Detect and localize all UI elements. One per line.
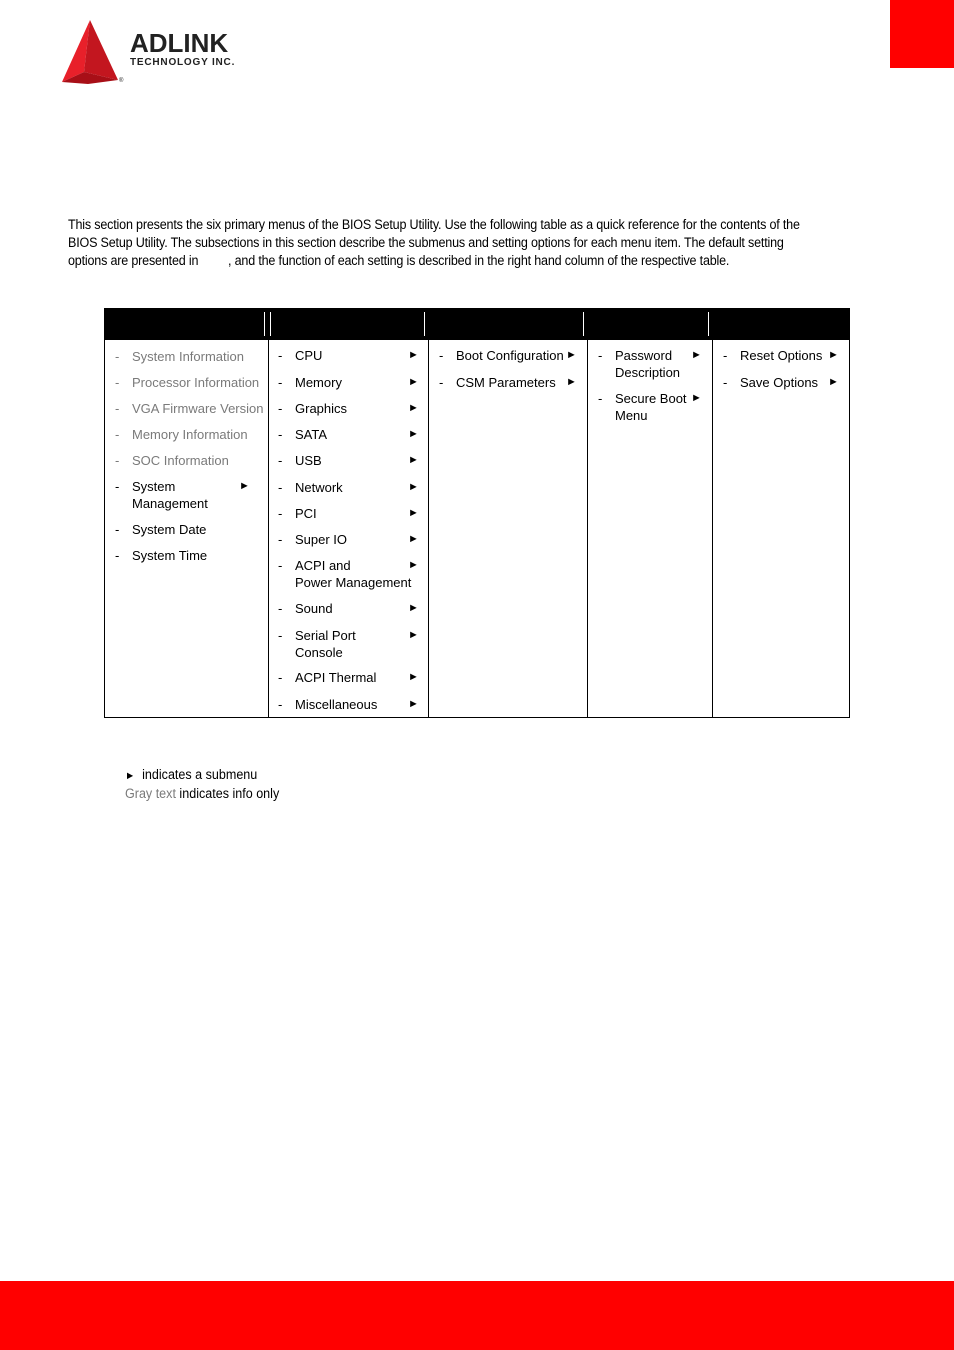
- corner-tab: [890, 0, 954, 68]
- submenu-arrow-icon: ►: [408, 629, 419, 641]
- table-header-bar: [104, 308, 850, 340]
- submenu-arrow-icon: ►: [408, 376, 419, 388]
- submenu-arrow-icon: ►: [828, 376, 839, 388]
- submenu-arrow-icon: ►: [408, 507, 419, 519]
- submenu-arrow-icon: ►: [408, 533, 419, 545]
- footer-band: [0, 1281, 954, 1350]
- submenu-arrow-icon: ►: [408, 481, 419, 493]
- submenu-arrow-icon: ►: [408, 454, 419, 466]
- legend-gray-text: Gray text indicates info only: [125, 786, 280, 801]
- submenu-arrow-icon: ►: [828, 349, 839, 361]
- submenu-arrow-icon: ►: [408, 402, 419, 414]
- submenu-arrow-icon: ►: [691, 392, 702, 404]
- submenu-arrow-icon: ►: [408, 698, 419, 710]
- submenu-arrow-icon: ►: [239, 480, 250, 492]
- intro-paragraph: [68, 216, 812, 270]
- submenu-arrow-icon: ►: [408, 602, 419, 614]
- submenu-arrow-icon: ►: [408, 428, 419, 440]
- intro-line-3a: options are presented in: [68, 253, 199, 268]
- bios-menu-table: - System Information - Processor Information - VGA Firmware Version - Memory Information - SOC Information - System Management ► - System Date - System Time - CPU ► - Memory ► - Graphics ► - SATA ► - USB ► - Network ► - PCI ► - Super IO ► - ACPI and Power Management ► - Sound ► - Serial Port Console ► - ACPI Thermal ► - Miscellaneous ► - Boot Configuration ► - CSM Parameters ► - Password Description ► - Secure Boot Menu ► - Reset Options ► - Save Options ►: [104, 308, 850, 719]
- intro-line-2: BIOS Setup Utility. The subsections in this section describe the submenus and setting options for each menu item. The default setting: [68, 235, 784, 250]
- legend-submenu: ► indicates a submenu: [125, 767, 258, 782]
- submenu-arrow-icon: ►: [566, 376, 577, 388]
- table-body: [104, 340, 850, 718]
- intro-line-1: This section presents the six primary menus of the BIOS Setup Utility. Use the following table as a quick reference for the contents of the: [68, 217, 800, 232]
- submenu-arrow-icon: ►: [691, 349, 702, 361]
- submenu-arrow-icon: ►: [566, 349, 577, 361]
- intro-line-3: [68, 252, 812, 270]
- submenu-arrow-icon: ►: [408, 671, 419, 683]
- adlink-logo: [58, 18, 268, 86]
- logo-wordmark: ADLINK: [130, 28, 229, 58]
- intro-line-3b: , and the function of each setting is described in the right hand column of the respective table.: [228, 253, 730, 268]
- submenu-arrow-icon: ►: [408, 349, 419, 361]
- submenu-arrow-icon: ►: [125, 770, 136, 782]
- logo-tagline: TECHNOLOGY INC.: [130, 57, 236, 68]
- submenu-arrow-icon: ►: [408, 559, 419, 571]
- logo-registered-mark: ®: [119, 78, 124, 84]
- table-legend: [125, 766, 279, 803]
